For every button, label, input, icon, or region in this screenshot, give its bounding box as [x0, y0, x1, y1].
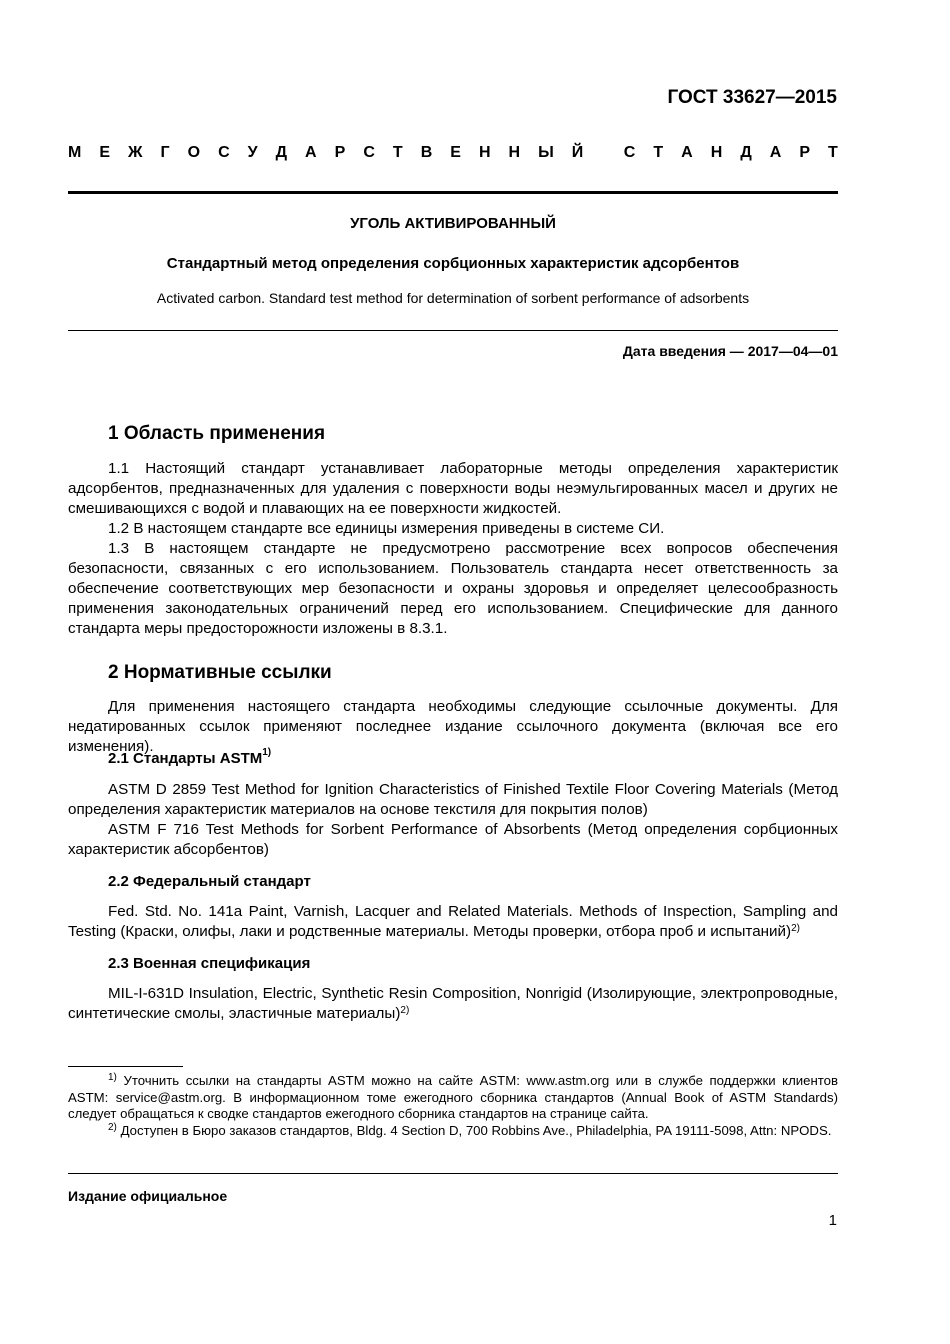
- banner-letter: Н: [508, 144, 521, 161]
- document-title: УГОЛЬ АКТИВИРОВАННЫЙ: [350, 215, 556, 232]
- footer-rule: [68, 1173, 838, 1174]
- footnote-ref-2b[interactable]: 2): [400, 1005, 410, 1016]
- subsection-2-1-heading: [108, 747, 272, 767]
- footnote-separator: [68, 1066, 183, 1067]
- banner-letter: Т: [653, 144, 664, 161]
- header-rule: [68, 191, 838, 194]
- banner-letter: А: [769, 144, 782, 161]
- subsection-2-2-heading: 2.2 Федеральный стандарт: [108, 873, 311, 890]
- astm-d2859-reference: ASTM D 2859 Test Method for Ignition Characteristics of Finished Textile Floor Covering Materials (Метод определения характеристик материалов на основе текстиля для покрытия полов): [68, 781, 838, 818]
- subsection-2-1-title: 2.1 Стандарты ASTM: [108, 750, 263, 767]
- footnote-2: [68, 1123, 838, 1140]
- introduction-date: Дата введения — 2017—04—01: [622, 343, 838, 359]
- banner-letter: О: [187, 144, 201, 161]
- footnote-1-mark: 1): [108, 1072, 117, 1083]
- banner-letter: Д: [275, 144, 288, 161]
- page-number: 1: [828, 1212, 837, 1229]
- banner-letter: У: [247, 144, 258, 161]
- section-2-intro: Для применения настоящего стандарта необходимы следующие ссылочные документы. Для недатированных ссылок применяют последнее издание ссылочного документа (включая все его изменения).: [68, 698, 838, 755]
- paragraph-1-2: 1.2 В настоящем стандарте все единицы измерения приведены в системе СИ.: [108, 520, 665, 537]
- banner-letter: Р: [334, 144, 346, 161]
- document-designation: ГОСТ 33627—2015: [667, 87, 837, 108]
- footnote-2-mark: 2): [108, 1122, 117, 1133]
- paragraph-1-1: 1.1 Настоящий стандарт устанавливает лабораторные методы определения характеристик адсорбентов, предназначенных для удаления с поверхности воды неэмульгированных масел и других не смешивающихся с водой и плавающих на ее поверхности жидкостей.: [68, 460, 838, 517]
- document-subtitle: Стандартный метод определения сорбционных характеристик адсорбентов: [166, 255, 740, 272]
- banner-letter: М: [68, 144, 82, 161]
- footnote-ref-2[interactable]: 2): [791, 923, 800, 934]
- mil-spec-text: MIL-I-631D Insulation, Electric, Synthetic Resin Composition, Nonrigid (Изолирующие, электропроводные, синтетические смолы, эластичные материалы): [68, 985, 838, 1022]
- banner-letter: Й: [571, 144, 584, 161]
- astm-f716-reference: ASTM F 716 Test Methods for Sorbent Performance of Absorbents (Метод определения сорбционных характеристик абсорбентов): [68, 821, 838, 858]
- banner-letter: Ы: [538, 144, 554, 161]
- footnote-ref-1[interactable]: 1): [262, 747, 272, 758]
- footnote-1: [68, 1073, 838, 1123]
- fed-std-text: Fed. Std. No. 141a Paint, Varnish, Lacquer and Related Materials. Methods of Inspection, Sampling and Testing (Краски, олифы, лаки и родственные материалы. Методы проверки, отбора проб и испытаний): [68, 903, 838, 940]
- banner-letter: Д: [740, 144, 752, 161]
- banner-letter: Н: [710, 144, 723, 161]
- mil-spec-reference: [68, 984, 838, 1024]
- interstate-standard-banner: [68, 144, 838, 162]
- subsection-2-3-heading: 2.3 Военная спецификация: [108, 955, 311, 972]
- section-1-heading: 1 Область применения: [108, 423, 326, 444]
- english-title: Activated carbon. Standard test method for determination of sorbent performance of adsorbents: [156, 290, 750, 306]
- banner-letter: Т: [392, 144, 403, 161]
- banner-letter: Е: [450, 144, 461, 161]
- footnote-1-text: Уточнить ссылки на стандарты ASTM можно на сайте ASTM: www.astm.org или в службе поддержки клиентов ASTM: service@astm.org. В информационном томе ежегодного сборника стандартов (Annual Book of ASTM Standards) следует обращаться к сводке стандартов ежегодного сборника стандартов на странице сайта.: [68, 1073, 838, 1121]
- footnote-2-text: Доступен в Бюро заказов стандартов, Bldg. 4 Section D, 700 Robbins Ave., Philadelphia, PA 19111-5098, Attn: NPODS.: [120, 1123, 832, 1138]
- section-2-heading: 2 Нормативные ссылки: [108, 662, 332, 683]
- banner-letter: С: [363, 144, 375, 161]
- banner-letter: Н: [478, 144, 491, 161]
- banner-letter: С: [218, 144, 230, 161]
- banner-letter: А: [305, 144, 317, 161]
- paragraph-1-3: 1.3 В настоящем стандарте не предусмотрено рассмотрение всех вопросов обеспечения безопасности, связанных с его использованием. Пользователь стандарта несет ответственность за обеспечение соответствующих мер безопасности и охраны здоровья и определяет целесообразность применения законодательных ограничений перед его использованием. Специфические для данного стандарта меры предосторожности изложены в 8.3.1.: [68, 540, 838, 637]
- banner-letter: [601, 144, 605, 162]
- official-edition-label: Издание официальное: [68, 1188, 228, 1204]
- banner-letter: Р: [799, 144, 810, 161]
- banner-letter: Ж: [128, 144, 143, 161]
- banner-letter: А: [681, 144, 693, 161]
- banner-letter: Е: [99, 144, 111, 161]
- fed-std-reference: [68, 902, 838, 942]
- banner-letter: В: [420, 144, 433, 161]
- banner-letter: С: [623, 144, 636, 161]
- banner-letter: Т: [828, 144, 838, 161]
- title-rule: [68, 330, 838, 331]
- banner-letter: Г: [160, 144, 170, 161]
